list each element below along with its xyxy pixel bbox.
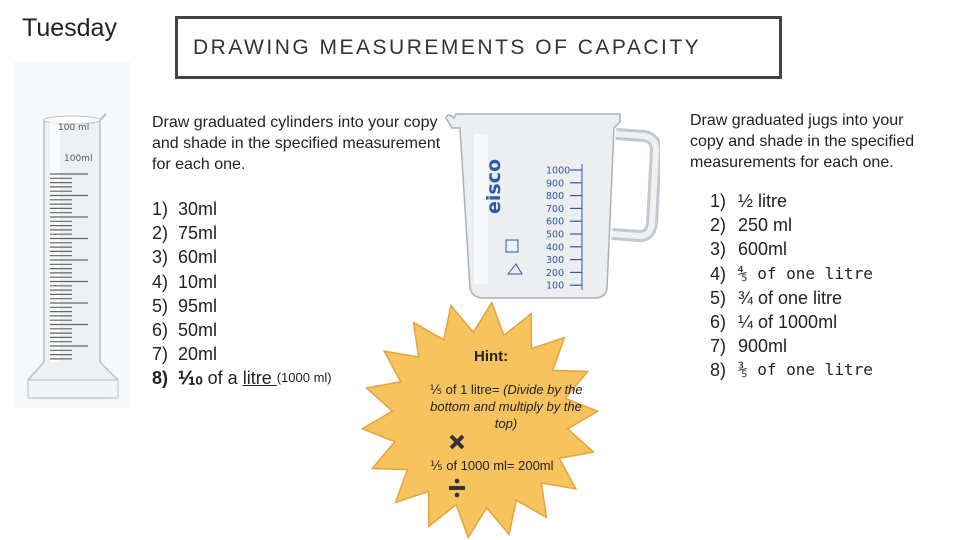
jug-scale-label: 400 [546, 242, 565, 254]
cylinder-item [152, 245, 332, 269]
item-litre: litre [242, 368, 277, 389]
cylinder-item-last [152, 366, 332, 390]
jug-scale-label: 200 [546, 267, 565, 279]
item-number: 5) [710, 287, 727, 308]
item-measurement: ¼ of 1000ml [738, 312, 838, 333]
item-number: 8) [152, 368, 169, 389]
item-number: 6) [152, 320, 169, 341]
jug-item [710, 334, 873, 358]
item-measurement: 600ml [738, 239, 788, 260]
item-measurement: 95ml [178, 295, 218, 316]
page-title: DRAWING MEASUREMENTS OF CAPACITY [193, 36, 702, 59]
jug-scale-label: 900 [546, 178, 565, 190]
jug-item [710, 310, 873, 334]
graduated-jug-image [444, 104, 660, 304]
item-measurement: 900ml [738, 336, 788, 357]
cylinder-item [152, 270, 332, 294]
jug-instructions: Draw graduated jugs into your copy and shade in the specified measurements for each one. [690, 112, 915, 171]
jug-scale-label: 100 [546, 280, 565, 292]
item-measurement: ⅗ of one litre [738, 360, 873, 380]
jug-scale-label: 500 [546, 229, 565, 241]
hint-rule-explanation: (Divide by the bottom and multiply by the top) [430, 382, 583, 431]
item-number: 3) [152, 247, 169, 268]
jug-scale-label: 600 [546, 216, 565, 228]
item-measurement: 60ml [178, 247, 218, 268]
item-note: (1000 ml) [276, 370, 332, 386]
item-measurement: 250 ml [738, 215, 793, 236]
cylinder-item [152, 342, 332, 366]
jug-scale-label: 1000 [546, 165, 571, 177]
hint-rule [428, 381, 584, 432]
jug-measurement-list [710, 189, 873, 383]
cylinder-label-top: 100 ml [58, 123, 90, 133]
hint-rule-fraction: ⅕ of 1 litre= [429, 382, 504, 397]
cylinder-item [152, 197, 332, 221]
jug-item [710, 358, 873, 382]
jug-item [710, 237, 873, 261]
jug-scale-label: 700 [546, 203, 565, 215]
item-number: 2) [710, 215, 727, 236]
item-measurement: ⅘ of one litre [738, 263, 873, 283]
item-text: of a [202, 368, 243, 389]
day-label: Tuesday [22, 14, 117, 42]
item-measurement: 75ml [178, 223, 218, 244]
jug-item [710, 262, 873, 286]
item-measurement: 30ml [178, 199, 218, 219]
item-number: 7) [710, 336, 727, 357]
item-measurement: ¾ of one litre [738, 287, 843, 308]
item-number: 1) [152, 199, 169, 219]
item-measurement: ½ litre [738, 191, 788, 211]
hint-title: Hint: [474, 348, 509, 365]
item-number: 2) [152, 223, 169, 244]
hint-example: ⅕ of 1000 ml= 200ml [430, 458, 554, 473]
cylinder-item [152, 221, 332, 245]
jug-item [710, 286, 873, 310]
item-number: 7) [152, 344, 169, 365]
item-number: 4) [710, 263, 727, 284]
cylinder-instructions: Draw graduated cylinders into your copy and shade in the specified measurement for each one. [152, 114, 441, 173]
cylinder-label-bottom: 100ml [64, 154, 93, 164]
jug-item [710, 213, 873, 237]
cylinder-measurement-list [152, 197, 332, 391]
item-number: 8) [710, 360, 727, 381]
item-measurement: 10ml [178, 271, 218, 292]
item-number: 1) [710, 191, 727, 211]
jug-brand: eisco [483, 158, 505, 214]
graduated-cylinder-image [14, 62, 130, 408]
item-number: 3) [710, 239, 727, 260]
item-measurement: 20ml [178, 344, 218, 365]
cylinder-item [152, 318, 332, 342]
jug-scale-label: 300 [546, 255, 565, 267]
item-number: 5) [152, 295, 169, 316]
item-measurement: 50ml [178, 320, 218, 341]
cylinder-item [152, 294, 332, 318]
jug-scale-label: 800 [546, 191, 565, 203]
item-number: 4) [152, 271, 169, 292]
item-number: 6) [710, 312, 727, 333]
jug-item [710, 189, 873, 213]
item-fraction: ⅒ [178, 368, 203, 389]
